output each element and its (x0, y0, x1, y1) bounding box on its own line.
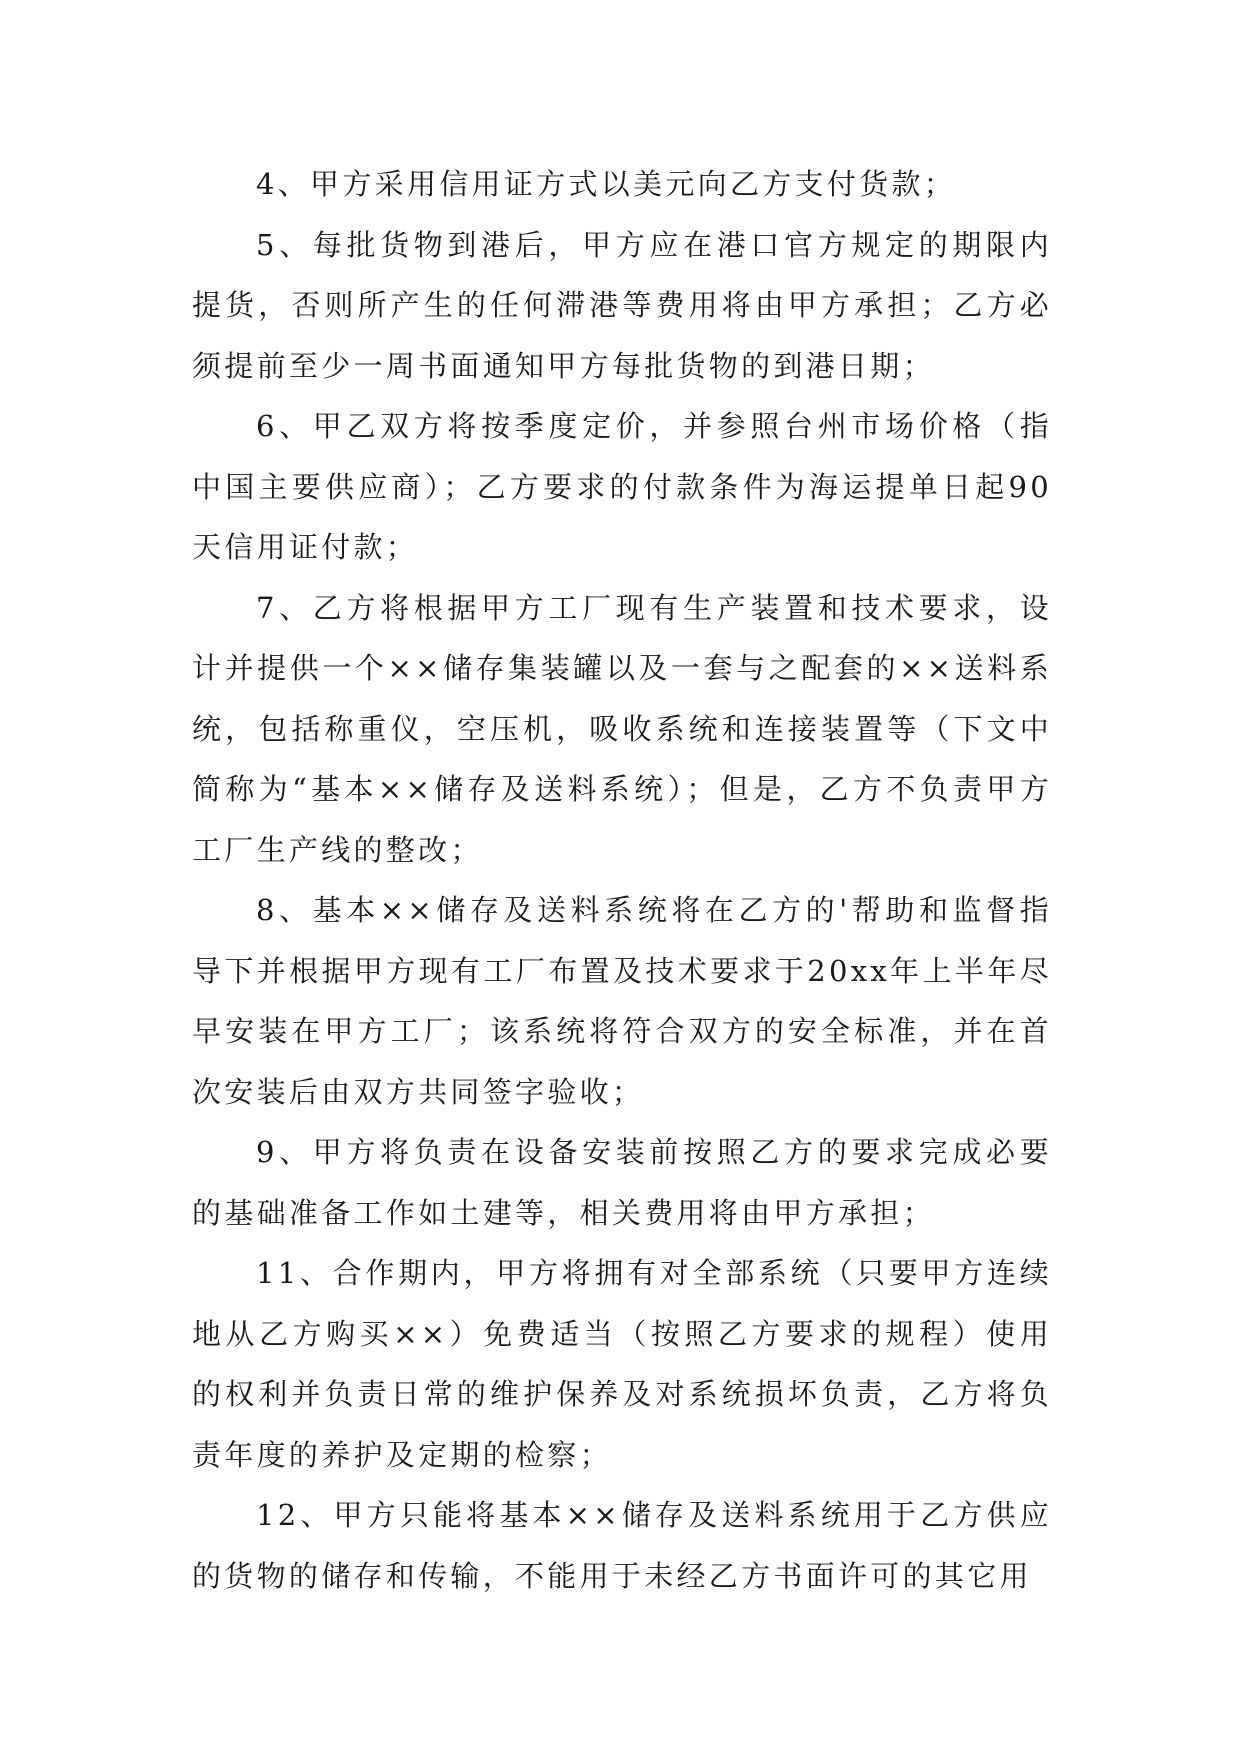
clause-5: 5、每批货物到港后，甲方应在港口官方规定的期限内提货，否则所产生的任何滞港等费用将由甲方承担；乙方必须提前至少一周书面通知甲方每批货物的到港日期； (192, 227, 1052, 383)
clause-8: 8、基本××储存及送料系统将在乙方的'帮助和监督指导下并根据甲方现有工厂布置及技术要求于20xx年上半年尽早安装在甲方工厂；该系统将符合双方的安全标准，并在首次安装后由双方共同签字验收； (192, 893, 1052, 1109)
clause-12: 12、甲方只能将基本××储存及送料系统用于乙方供应的货物的储存和传输，不能用于未经乙方书面许可的其它用 (192, 1498, 1052, 1593)
clause-6: 6、甲乙双方将按季度定价，并参照台州市场价格（指中国主要供应商）；乙方要求的付款条件为海运提单日起90天信用证付款； (192, 409, 1052, 564)
clause-9: 9、甲方将负责在设备安装前按照乙方的要求完成必要的基础准备工作如土建等，相关费用将由甲方承担； (192, 1135, 1052, 1230)
clause-4: 4、甲方采用信用证方式以美元向乙方支付货款； (256, 167, 957, 201)
document-body (192, 154, 1052, 1606)
clause-11: 11、合作期内，甲方将拥有对全部系统（只要甲方连续地从乙方购买××）免费适当（按照乙方要求的规程）使用的权利并负责日常的维护保养及对系统损坏负责，乙方将负责年度的养护及定期的检察； (192, 1256, 1052, 1472)
clause-7: 7、乙方将根据甲方工厂现有生产装置和技术要求，设计并提供一个××储存集装罐以及一套与之配套的××送料系统，包括称重仪，空压机，吸收系统和连接装置等（下文中简称为“基本××储存及送料系统）；但是，乙方不负责甲方工厂生产线的整改； (192, 590, 1052, 867)
